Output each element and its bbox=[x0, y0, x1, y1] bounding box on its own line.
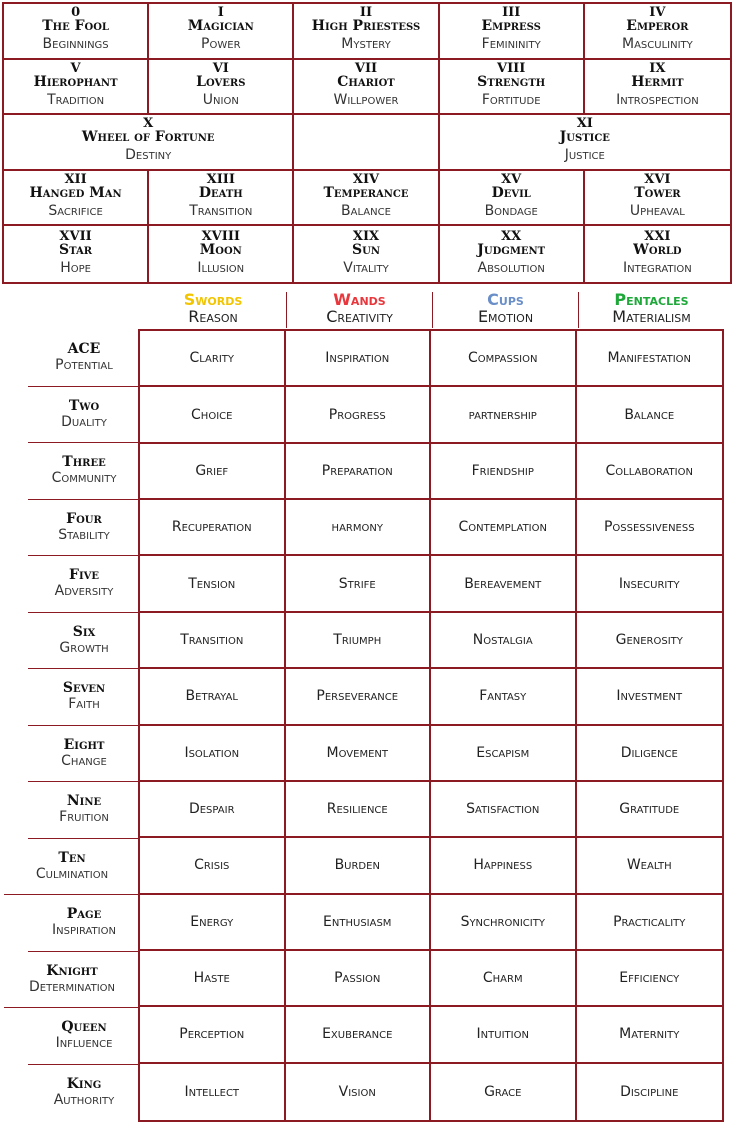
rank-meaning: Stability bbox=[58, 526, 110, 543]
card-meaning: Sacrifice bbox=[48, 203, 103, 220]
minor-cell: Tension bbox=[140, 556, 286, 612]
major-card-11 bbox=[440, 115, 730, 171]
rank-meaning: Potential bbox=[55, 357, 113, 374]
suit-meaning: Creativity bbox=[326, 307, 393, 326]
minor-cell: Grief bbox=[140, 444, 286, 500]
minor-cell: Grace bbox=[431, 1064, 577, 1120]
rank-name: ACE bbox=[67, 341, 101, 358]
rank-meaning: Duality bbox=[61, 413, 107, 430]
suit-headers bbox=[140, 292, 724, 328]
rank-meaning: Inspiration bbox=[52, 922, 116, 939]
card-meaning: Destiny bbox=[125, 147, 172, 164]
minor-cell: Clarity bbox=[140, 331, 286, 387]
card-number: V bbox=[70, 60, 81, 76]
card-number: XXI bbox=[644, 228, 671, 244]
minor-cell: Friendship bbox=[431, 444, 577, 500]
major-card-2 bbox=[294, 4, 439, 60]
minor-cell: Resilience bbox=[286, 782, 432, 838]
minor-cell: Haste bbox=[140, 951, 286, 1007]
rank-name: Five bbox=[69, 567, 99, 584]
major-arcana-grid bbox=[2, 2, 732, 284]
minor-cell: Intuition bbox=[431, 1007, 577, 1063]
card-name: The Fool bbox=[42, 18, 109, 35]
minor-cell: Strife bbox=[286, 556, 432, 612]
card-number: XVIII bbox=[201, 228, 240, 244]
minor-cell: Discipline bbox=[620, 1083, 679, 1100]
rank-name: Eight bbox=[63, 736, 105, 753]
card-name: Moon bbox=[199, 241, 242, 258]
major-card-19 bbox=[294, 226, 439, 282]
minor-cell: Exuberance bbox=[286, 1007, 432, 1063]
card-number: VI bbox=[212, 60, 229, 76]
major-empty-cell bbox=[294, 115, 439, 171]
card-meaning: Tradition bbox=[47, 91, 105, 108]
card-number: 0 bbox=[71, 5, 81, 21]
card-name: Sun bbox=[352, 241, 380, 258]
rank-labels bbox=[0, 330, 140, 1121]
rank-meaning: Faith bbox=[68, 696, 100, 713]
minor-cell: Collaboration bbox=[577, 444, 723, 500]
minor-cell: Maternity bbox=[577, 1007, 723, 1063]
rank-nine bbox=[28, 782, 140, 839]
card-number: XVII bbox=[59, 228, 92, 244]
rank-name: Ten bbox=[58, 849, 86, 866]
major-card-13 bbox=[149, 171, 294, 227]
minor-cell: Satisfaction bbox=[431, 782, 577, 838]
card-name: Tower bbox=[634, 185, 681, 202]
suit-name: Pentacles bbox=[614, 290, 689, 309]
minor-cell: Generosity bbox=[577, 613, 723, 669]
major-card-21 bbox=[585, 226, 730, 282]
card-meaning: Beginnings bbox=[42, 36, 109, 53]
minor-cell: Intellect bbox=[140, 1064, 286, 1120]
suit-header-wands bbox=[286, 292, 432, 328]
card-meaning: Willpower bbox=[333, 91, 399, 108]
suit-header-cups bbox=[432, 292, 578, 328]
rank-name: King bbox=[66, 1076, 102, 1093]
minor-cell: Crisis bbox=[140, 838, 286, 894]
rank-meaning: Culmination bbox=[35, 865, 109, 882]
rank-two bbox=[28, 387, 140, 444]
card-name: Temperance bbox=[323, 185, 409, 202]
major-card-18 bbox=[149, 226, 294, 282]
card-number: XX bbox=[501, 228, 522, 244]
card-meaning: Masculinity bbox=[622, 36, 693, 53]
minor-cell: Triumph bbox=[286, 613, 432, 669]
card-number: XIII bbox=[206, 172, 235, 188]
minor-cell: Practicality bbox=[577, 895, 723, 951]
minor-cell: Recuperation bbox=[140, 500, 286, 556]
rank-name: Nine bbox=[66, 793, 102, 810]
rank-meaning: Growth bbox=[59, 639, 109, 656]
minor-cell: Compassion bbox=[431, 331, 577, 387]
major-card-14 bbox=[294, 171, 439, 227]
major-card-16 bbox=[585, 171, 730, 227]
card-meaning: Absolution bbox=[477, 259, 545, 276]
minor-cell: Transition bbox=[140, 613, 286, 669]
minor-cell: Perception bbox=[140, 1007, 286, 1063]
rank-six bbox=[28, 613, 140, 670]
rank-meaning: Change bbox=[61, 752, 107, 769]
card-number: IV bbox=[649, 5, 666, 21]
major-card-9 bbox=[585, 60, 730, 116]
card-meaning: Bondage bbox=[484, 203, 538, 220]
card-number: IX bbox=[649, 60, 666, 76]
rank-name: Page bbox=[66, 906, 102, 923]
rank-eight bbox=[28, 726, 140, 783]
card-name: Chariot bbox=[337, 73, 395, 90]
minor-cell: Betrayal bbox=[140, 669, 286, 725]
minor-cell: Gratitude bbox=[577, 782, 723, 838]
card-meaning: Hope bbox=[60, 259, 91, 276]
minor-cell: Energy bbox=[140, 895, 286, 951]
minor-cell: Synchronicity bbox=[431, 895, 577, 951]
card-meaning: Upheaval bbox=[629, 203, 685, 220]
card-number: VII bbox=[354, 60, 378, 76]
major-card-5 bbox=[4, 60, 149, 116]
card-name: High Priestess bbox=[311, 18, 421, 35]
minor-cell: Nostalgia bbox=[431, 613, 577, 669]
minor-cell: Despair bbox=[140, 782, 286, 838]
rank-ten bbox=[4, 839, 140, 896]
rank-name: Seven bbox=[62, 680, 106, 697]
card-name: Star bbox=[59, 241, 93, 258]
suit-header-swords bbox=[140, 292, 286, 328]
major-card-15 bbox=[440, 171, 585, 227]
rank-queen bbox=[28, 1008, 140, 1065]
rank-meaning: Community bbox=[51, 470, 117, 487]
rank-meaning: Adversity bbox=[54, 583, 114, 600]
rank-name: Three bbox=[62, 454, 106, 471]
minor-cell: Inspiration bbox=[286, 331, 432, 387]
minor-arcana-grid bbox=[138, 329, 724, 1122]
card-meaning: Integration bbox=[622, 259, 692, 276]
major-card-17 bbox=[4, 226, 149, 282]
rank-king bbox=[28, 1065, 140, 1122]
rank-five bbox=[28, 556, 140, 613]
rank-four bbox=[28, 500, 140, 557]
minor-cell: Manifestation bbox=[577, 331, 723, 387]
card-number: I bbox=[217, 5, 224, 21]
minor-cell: Passion bbox=[286, 951, 432, 1007]
minor-cell: Enthusiasm bbox=[286, 895, 432, 951]
suit-meaning: Reason bbox=[188, 307, 238, 326]
card-meaning: Introspection bbox=[616, 91, 699, 108]
minor-cell: Investment bbox=[577, 669, 723, 725]
card-name: Empress bbox=[481, 18, 541, 35]
minor-cell: Bereavement bbox=[431, 556, 577, 612]
major-card-10 bbox=[4, 115, 294, 171]
card-name: Death bbox=[198, 185, 243, 202]
card-meaning: Vitality bbox=[343, 259, 389, 276]
rank-meaning: Fruition bbox=[59, 809, 109, 826]
suit-header-pentacles bbox=[578, 292, 724, 328]
major-card-3 bbox=[440, 4, 585, 60]
minor-cell: partnership bbox=[431, 387, 577, 443]
rank-name: Six bbox=[72, 623, 96, 640]
card-name: Strength bbox=[477, 73, 546, 90]
card-meaning: Justice bbox=[564, 147, 605, 164]
card-meaning: Mystery bbox=[341, 36, 391, 53]
minor-cell: Preparation bbox=[286, 444, 432, 500]
card-name: Hanged Man bbox=[29, 185, 122, 202]
major-card-20 bbox=[440, 226, 585, 282]
minor-cell: Progress bbox=[286, 387, 432, 443]
card-number: VIII bbox=[497, 60, 526, 76]
suit-meaning: Materialism bbox=[612, 307, 691, 326]
major-card-6 bbox=[149, 60, 294, 116]
major-card-1 bbox=[149, 4, 294, 60]
minor-cell: harmony bbox=[286, 500, 432, 556]
card-number: II bbox=[359, 5, 373, 21]
card-number: XII bbox=[64, 172, 87, 188]
card-number: XIX bbox=[352, 228, 380, 244]
minor-cell: Charm bbox=[431, 951, 577, 1007]
card-meaning: Balance bbox=[341, 203, 391, 220]
card-meaning: Power bbox=[201, 36, 241, 53]
card-name: Wheel of Fortune bbox=[81, 129, 215, 146]
minor-cell: Contemplation bbox=[431, 500, 577, 556]
minor-cell: Perseverance bbox=[286, 669, 432, 725]
suit-name: Cups bbox=[487, 290, 524, 309]
rank-seven bbox=[28, 669, 140, 726]
rank-name: Two bbox=[68, 397, 100, 414]
card-meaning: Illusion bbox=[197, 259, 245, 276]
major-card-8 bbox=[440, 60, 585, 116]
rank-name: Queen bbox=[61, 1019, 107, 1036]
rank-ace bbox=[28, 330, 140, 387]
card-number: X bbox=[143, 116, 154, 132]
minor-cell: Fantasy bbox=[431, 669, 577, 725]
minor-cell: Movement bbox=[286, 726, 432, 782]
minor-cell: Possessiveness bbox=[577, 500, 723, 556]
rank-page bbox=[28, 895, 140, 952]
major-card-0 bbox=[4, 4, 149, 60]
major-card-4 bbox=[585, 4, 730, 60]
minor-cell: Balance bbox=[577, 387, 723, 443]
card-name: Justice bbox=[559, 129, 610, 146]
card-name: Magician bbox=[187, 18, 254, 35]
major-card-12 bbox=[4, 171, 149, 227]
suit-name: Wands bbox=[333, 290, 386, 309]
minor-cell: Efficiency bbox=[577, 951, 723, 1007]
rank-name: Knight bbox=[46, 962, 98, 979]
minor-cell: Choice bbox=[140, 387, 286, 443]
card-meaning: Fortitude bbox=[481, 91, 541, 108]
minor-cell: Escapism bbox=[431, 726, 577, 782]
card-name: Hermit bbox=[631, 73, 684, 90]
minor-cell: Wealth bbox=[577, 838, 723, 894]
card-name: Hierophant bbox=[33, 73, 118, 90]
card-number: XIV bbox=[352, 172, 380, 188]
minor-cell: Burden bbox=[286, 838, 432, 894]
card-name: Judgment bbox=[477, 241, 546, 258]
minor-cell: Insecurity bbox=[577, 556, 723, 612]
minor-cell: Diligence bbox=[577, 726, 723, 782]
card-meaning: Femininity bbox=[481, 36, 541, 53]
card-number: XI bbox=[576, 116, 593, 132]
suit-meaning: Emotion bbox=[477, 307, 534, 326]
rank-three bbox=[28, 443, 140, 500]
major-card-7 bbox=[294, 60, 439, 116]
card-number: XVI bbox=[644, 172, 671, 188]
card-meaning: Transition bbox=[189, 203, 253, 220]
card-name: Emperor bbox=[626, 18, 689, 35]
rank-meaning: Influence bbox=[55, 1035, 113, 1052]
suit-name: Swords bbox=[183, 290, 243, 309]
minor-cell: Isolation bbox=[140, 726, 286, 782]
card-name: World bbox=[633, 241, 682, 258]
card-number: XV bbox=[501, 172, 522, 188]
minor-cell: Vision bbox=[286, 1064, 432, 1120]
card-name: Devil bbox=[491, 185, 531, 202]
rank-knight bbox=[4, 952, 140, 1009]
minor-cell: Happiness bbox=[431, 838, 577, 894]
card-meaning: Union bbox=[202, 91, 239, 108]
rank-name: Four bbox=[66, 510, 102, 527]
card-number: III bbox=[502, 5, 521, 21]
card-name: Lovers bbox=[196, 73, 246, 90]
rank-meaning: Authority bbox=[53, 1092, 115, 1109]
rank-meaning: Determination bbox=[28, 978, 115, 995]
